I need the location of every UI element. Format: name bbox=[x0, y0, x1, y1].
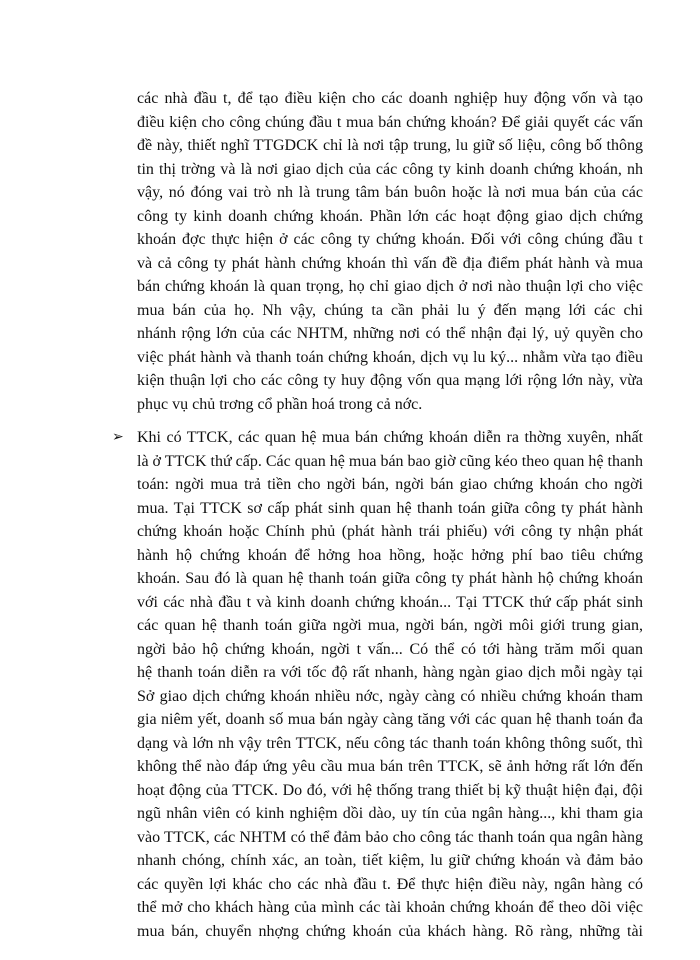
text-line: gia niêm yết, doanh số mua bán ngày càng tăng với các quan hệ thanh toán đa bbox=[137, 711, 643, 728]
text-line: không thể nào đáp ứng yêu cầu mua bán trên TTCK, sẽ ảnh hởng rất lớn đến bbox=[137, 758, 643, 775]
text-line: toán: ngời mua trả tiền cho ngời bán, ngời bán giao chứng khoán cho ngời bbox=[137, 476, 643, 493]
text-line: các nhà đầu t, để tạo điều kiện cho các doanh nghiệp huy động vốn và tạo bbox=[137, 90, 643, 107]
text-line: ngũ nhân viên có kinh nghiệm dồi dào, uy tín của ngân hàng..., khi tham gia bbox=[137, 805, 643, 822]
bullet-arrow-icon: ➢ bbox=[112, 430, 124, 445]
text-line: hệ thanh toán diễn ra với tốc độ rất nhanh, hàng ngàn giao dịch mỗi ngày tại bbox=[137, 664, 643, 681]
text-line: khoán đợc thực hiện ở các công ty chứng khoán. Đối với công chúng đầu t bbox=[137, 231, 643, 248]
text-line: mua. Tại TTCK sơ cấp phát sinh quan hệ thanh toán giữa công ty phát hành bbox=[137, 499, 643, 517]
text-line: tin thị trờng và là nơi giao dịch của các công ty kinh doanh chứng khoán, nh bbox=[137, 160, 643, 178]
paragraph-2 bbox=[112, 426, 644, 943]
text-line: điều kiện cho công chúng đầu t mua bán chứng khoán? Để giải quyết các vấn bbox=[137, 113, 643, 131]
text-line: mua bán của họ. Nh vậy, chúng ta cần phải lu ý đến mạng lới các chi bbox=[137, 301, 643, 319]
text-line: vậy, nó đóng vai trò nh là trung tâm bán buôn hoặc là nơi mua bán của các bbox=[137, 184, 643, 201]
text-line: ngời bảo hộ chứng khoán, ngời t vấn... Có thể có tới hàng trăm mối quan bbox=[137, 640, 643, 658]
text-line: công ty kinh doanh chứng khoán. Phần lớn các hoạt động giao dịch chứng bbox=[137, 207, 643, 225]
text-line: đề này, thiết nghĩ TTGDCK chỉ là nơi tập trung, lu giữ số liệu, công bố thông bbox=[137, 137, 643, 154]
text-line: nhanh chóng, chính xác, an toàn, tiết kiệm, lu giữ chứng khoán và đảm bảo bbox=[137, 852, 643, 869]
text-line: các quyền lợi khác cho các nhà đầu t. Để thực hiện điều này, ngân hàng có bbox=[137, 875, 643, 893]
text-line: việc phát hành và thanh toán chứng khoán, dịch vụ lu ký... nhằm vừa tạo điều bbox=[137, 348, 643, 366]
text-line: chứng khoán hoặc Chính phủ (phát hành trái phiếu) với công ty nhận phát bbox=[137, 523, 643, 540]
text-line: dạng và lớn nh vậy trên TTCK, nếu công tác thanh toán không thông suốt, thì bbox=[137, 734, 643, 752]
text-line: là ở TTCK thứ cấp. Các quan hệ mua bán bao giờ cũng kéo theo quan hệ thanh bbox=[137, 452, 644, 470]
text-line: vào TTCK, các NHTM có thể đảm bảo cho công tác thanh toán qua ngân hàng bbox=[137, 828, 643, 846]
text-line: Sở giao dịch chứng khoán nhiều nớc, ngày càng có nhiều chứng khoán tham bbox=[137, 687, 643, 705]
text-line: kiện thuận lợi cho các công ty huy động vốn qua mạng lới rộng lớn này, vừa bbox=[137, 372, 643, 389]
text-line: mua bán, chuyển nhợng chứng khoán của khách hàng. Rõ ràng, những tài bbox=[137, 922, 643, 940]
text-line: các quan hệ thanh toán giữa ngời mua, ngời bán, ngời môi giới trung gian, bbox=[137, 617, 643, 634]
text-line: Khi có TTCK, các quan hệ mua bán chứng khoán diễn ra thờng xuyên, nhất bbox=[137, 429, 643, 446]
text-line: với các nhà đầu t và kinh doanh chứng khoán... Tại TTCK thứ cấp phát sinh bbox=[137, 593, 643, 611]
text-line: thể mở cho khách hàng của mình các tài khoản chứng khoán để theo dõi việc bbox=[137, 899, 643, 916]
text-line: hoạt động của TTCK. Do đó, với hệ thống trang thiết bị kỹ thuật hiện đại, đội bbox=[137, 781, 643, 799]
text-line: nhánh rộng lớn của các NHTM, những nơi có thể nhận đại lý, uỷ quyền cho bbox=[137, 325, 643, 342]
text-line: bán chứng khoán là quan trọng, họ chỉ giao dịch ở nơi nào thuận lợi cho việc bbox=[137, 278, 643, 295]
text-line: và cả công ty phát hành chứng khoán thì vấn đề địa điểm phát hành và mua bbox=[137, 254, 643, 272]
paragraph-1 bbox=[137, 87, 643, 416]
text-line: khoán. Sau đó là quan hệ thanh toán giữa công ty phát hành hộ chứng khoán bbox=[137, 570, 643, 587]
text-line: hành hộ chứng khoán để hởng hoa hồng, hoặc hởng phí bao tiêu chứng bbox=[137, 546, 643, 564]
text-line: phục vụ chủ trơng cổ phần hoá trong cả nớc. bbox=[137, 395, 423, 413]
